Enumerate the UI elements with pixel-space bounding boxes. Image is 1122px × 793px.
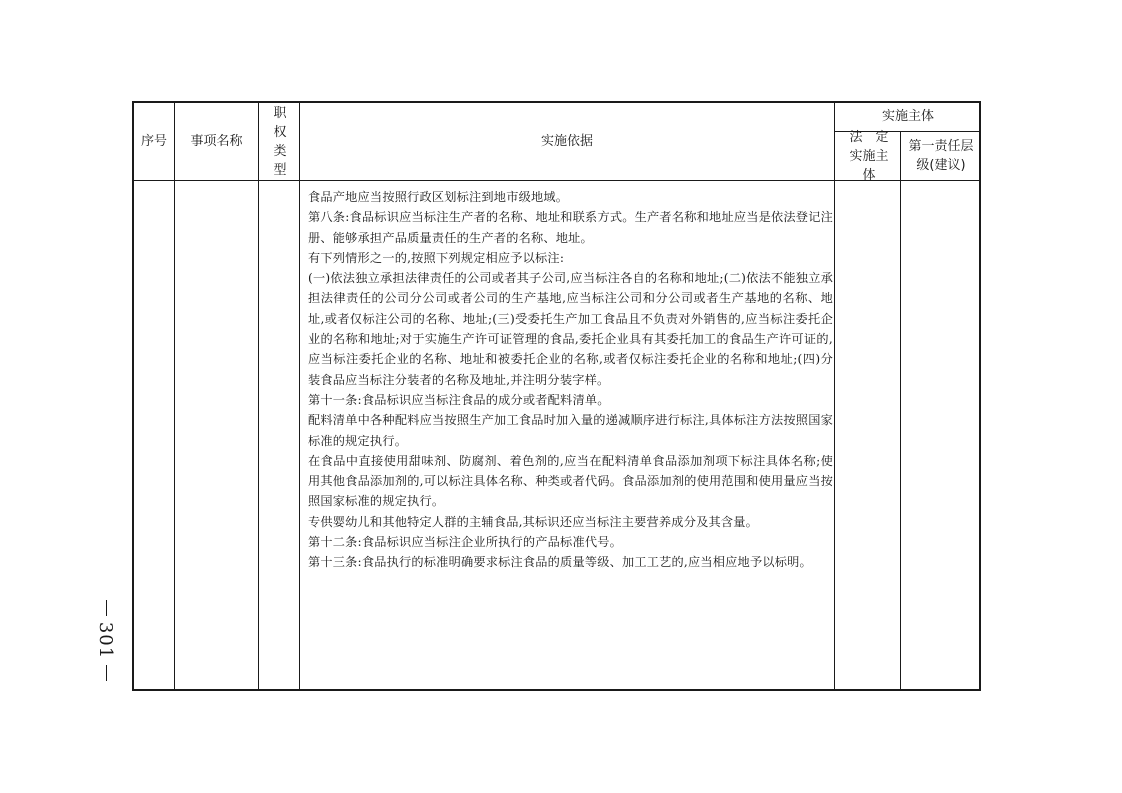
basis-paragraph: 第十一条:食品标识应当标注食品的成分或者配料清单。 [308,392,610,407]
cell-power-type [259,181,299,201]
basis-paragraph: 第八条:食品标识应当标注生产者的名称、地址和联系方式。生产者名称和地址应当是依法登记注册、能够承担产品质量责任的生产者的名称、地址。 [308,210,833,245]
basis-paragraph: (一)依法独立承担法律责任的公司或者其子公司,应当标注各自的名称和地址;(二)依法不能独立承担法律责任的公司分公司或者公司的生产基地,应当标注公司和分公司或者生产基地的名称、地址,或者仅标注公司的名称、地址;(三)受委托生产加工食品且不负责对外销售的,应当标注委托企业的名称和地址;对于实施生产许可证管理的食品,委托企业具有其委托加工的食品生产许可证的,应当标注委托企业的名称、地址和被委托企业的名称,或者仅标注委托企业的名称和地址;(四)分装食品应当标注分装者的名称及地址,并注明分装字样。 [308,271,833,387]
header-subject-group: 实施主体 [881,109,934,124]
header-power-type: 职权类型 [273,105,287,178]
header-basis: 实施依据 [540,133,593,149]
header-item-name: 事项名称 [190,133,243,149]
header-seq: 序号 [140,133,167,149]
basis-paragraph: 在食品中直接使用甜味剂、防腐剂、着色剂的,应当在配料清单食品添加剂项下标注具体名称;使用其他食品添加剂的,可以标注具体名称、种类或者代码。食品添加剂的使用范围和使用量应当按照国家标准的规定执行。 [308,453,833,509]
item-table [132,101,981,691]
cell-item-name [175,181,258,201]
column-divider [299,103,300,689]
basis-paragraph: 配料清单中各种配料应当按照生产加工食品时加入量的递减顺序进行标注,具体标注方法按照国家标准的规定执行。 [308,413,833,448]
column-divider [900,131,901,689]
header-legal-subject: 法 定实施主体 [849,129,889,183]
page-number [86,590,126,690]
page-number-dash [106,600,107,616]
basis-paragraph: 专供婴幼儿和其他特定人群的主辅食品,其标识还应当标注主要营养成分及其含量。 [308,514,759,529]
cell-first-responsibility [901,181,979,201]
basis-paragraph: 有下列情形之一的,按照下列规定相应予以标注: [308,250,565,265]
basis-paragraph: 第十三条:食品执行的标准明确要求标注食品的质量等级、加工工艺的,应当相应地予以标明。 [308,555,812,570]
cell-seq [134,181,174,201]
cell-legal-subject [835,181,900,201]
header-first-responsibility: 第一责任层级(建议) [908,139,974,173]
basis-text [308,187,833,573]
page-number-text: 301 [95,621,117,659]
basis-paragraph: 食品产地应当按照行政区划标注到地市级地域。 [308,190,569,204]
page-number-dash [106,665,107,681]
basis-paragraph: 第十二条:食品标识应当标注企业所执行的产品标准代号。 [308,535,622,550]
